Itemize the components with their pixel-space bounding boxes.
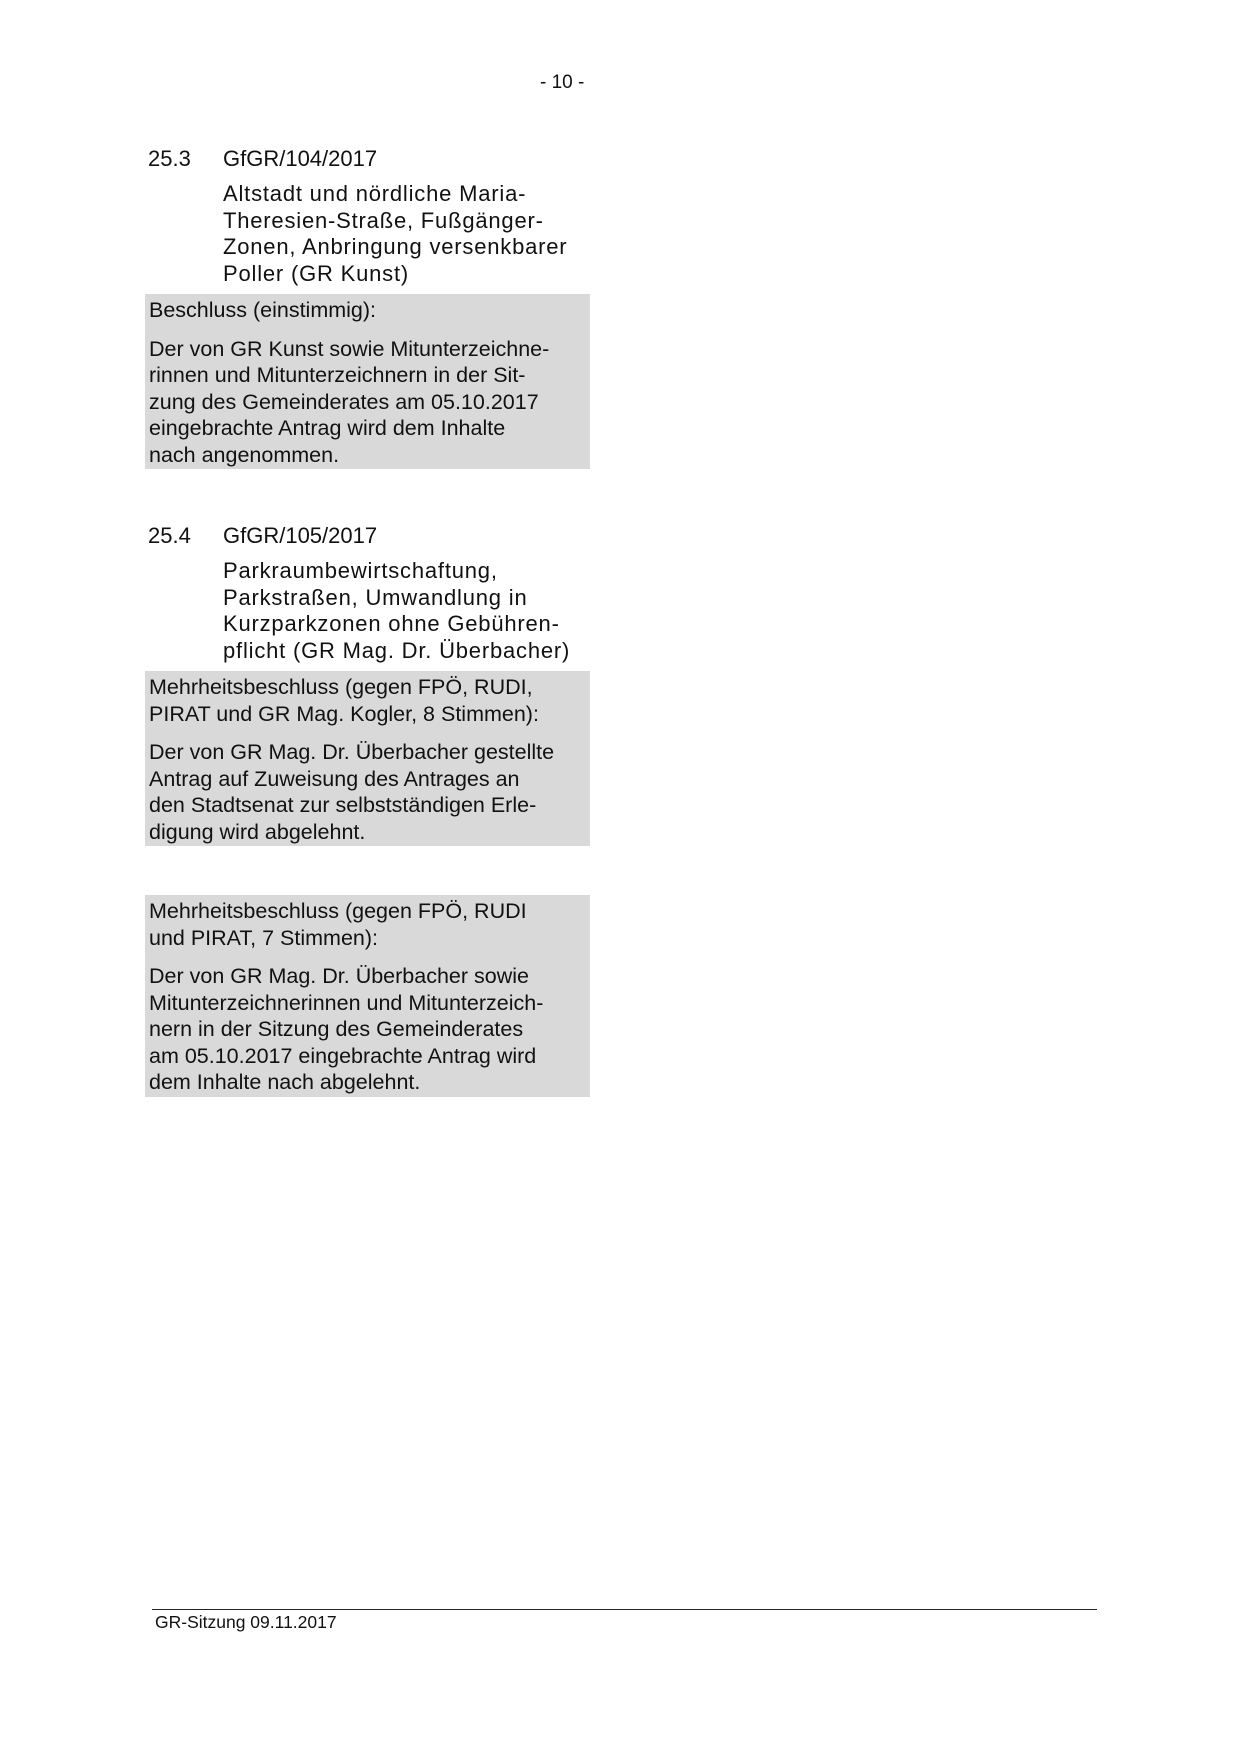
- item-title-line: Kurzparkzonen ohne Gebühren-: [223, 611, 560, 636]
- resolution-text: [149, 739, 586, 845]
- resolution-text-line: Der von GR Mag. Dr. Überbacher sowie: [149, 964, 529, 988]
- resolution-text-line: dem Inhalte nach abgelehnt.: [149, 1070, 421, 1094]
- resolution-text-line: nern in der Sitzung des Gemeinderates: [149, 1017, 524, 1041]
- item-title-line: Poller (GR Kunst): [223, 260, 409, 286]
- agenda-item-25-4-second-resolution: [145, 895, 590, 1097]
- item-title: [223, 558, 590, 664]
- agenda-item-25-4: [145, 522, 590, 846]
- item-title-line: Altstadt und nördliche Maria-: [223, 181, 527, 206]
- item-title-line: Parkraumbewirtschaftung,: [223, 558, 498, 583]
- resolution-box: [145, 294, 590, 469]
- resolution-text-line: nach angenommen.: [149, 442, 340, 467]
- page-number: - 10 -: [540, 72, 585, 93]
- item-title-line: Theresien-Straße, Fußgänger-: [223, 207, 544, 233]
- item-number: 25.3: [148, 146, 191, 171]
- item-code: GfGR/104/2017: [223, 146, 378, 171]
- item-header: [145, 522, 590, 550]
- resolution-text-line: Der von GR Mag. Dr. Überbacher gestellte: [149, 740, 555, 764]
- resolution-heading-line: Mehrheitsbeschluss (gegen FPÖ, RUDI: [149, 899, 527, 923]
- agenda-item-25-3: [145, 145, 590, 469]
- resolution-text: [149, 336, 586, 469]
- resolution-box: [145, 671, 590, 846]
- resolution-text-line: Der von GR Kunst sowie Mitunterzeichne-: [149, 336, 550, 361]
- resolution-heading: [149, 898, 586, 951]
- item-title-line: Zonen, Anbringung versenkbarer: [223, 234, 568, 259]
- item-title: [223, 181, 590, 287]
- resolution-text-line: Antrag auf Zuweisung des Antrages an: [149, 766, 520, 791]
- resolution-heading: [149, 674, 586, 727]
- resolution-text-line: rinnen und Mitunterzeichnern in der Sit-: [149, 363, 526, 387]
- resolution-text-line: zung des Gemeinderates am 05.10.2017: [149, 389, 539, 414]
- item-number: 25.4: [148, 523, 191, 548]
- item-title-line: pflicht (GR Mag. Dr. Überbacher): [223, 637, 571, 663]
- resolution-heading-line: Mehrheitsbeschluss (gegen FPÖ, RUDI,: [149, 675, 533, 699]
- resolution-heading-line: Beschluss (einstimmig):: [149, 298, 376, 322]
- resolution-text-line: den Stadtsenat zur selbstständigen Erle-: [149, 793, 537, 817]
- resolution-text-line: am 05.10.2017 eingebrachte Antrag wird: [149, 1043, 537, 1068]
- resolution-box: [145, 895, 590, 1097]
- resolution-text: [149, 963, 586, 1096]
- resolution-heading: [149, 297, 586, 324]
- item-header: [145, 145, 590, 173]
- resolution-text-line: Mitunterzeichnerinnen und Mitunterzeich-: [149, 990, 544, 1015]
- resolution-text-line: digung wird abgelehnt.: [149, 819, 366, 844]
- footer-divider: [152, 1609, 1097, 1610]
- item-title-line: Parkstraßen, Umwandlung in: [223, 584, 528, 610]
- resolution-text-line: eingebrachte Antrag wird dem Inhalte: [149, 416, 506, 440]
- footer-text: GR-Sitzung 09.11.2017: [155, 1612, 337, 1632]
- resolution-heading-line: PIRAT und GR Mag. Kogler, 8 Stimmen):: [149, 701, 539, 726]
- item-code: GfGR/105/2017: [223, 523, 378, 548]
- resolution-heading-line: und PIRAT, 7 Stimmen):: [149, 925, 379, 950]
